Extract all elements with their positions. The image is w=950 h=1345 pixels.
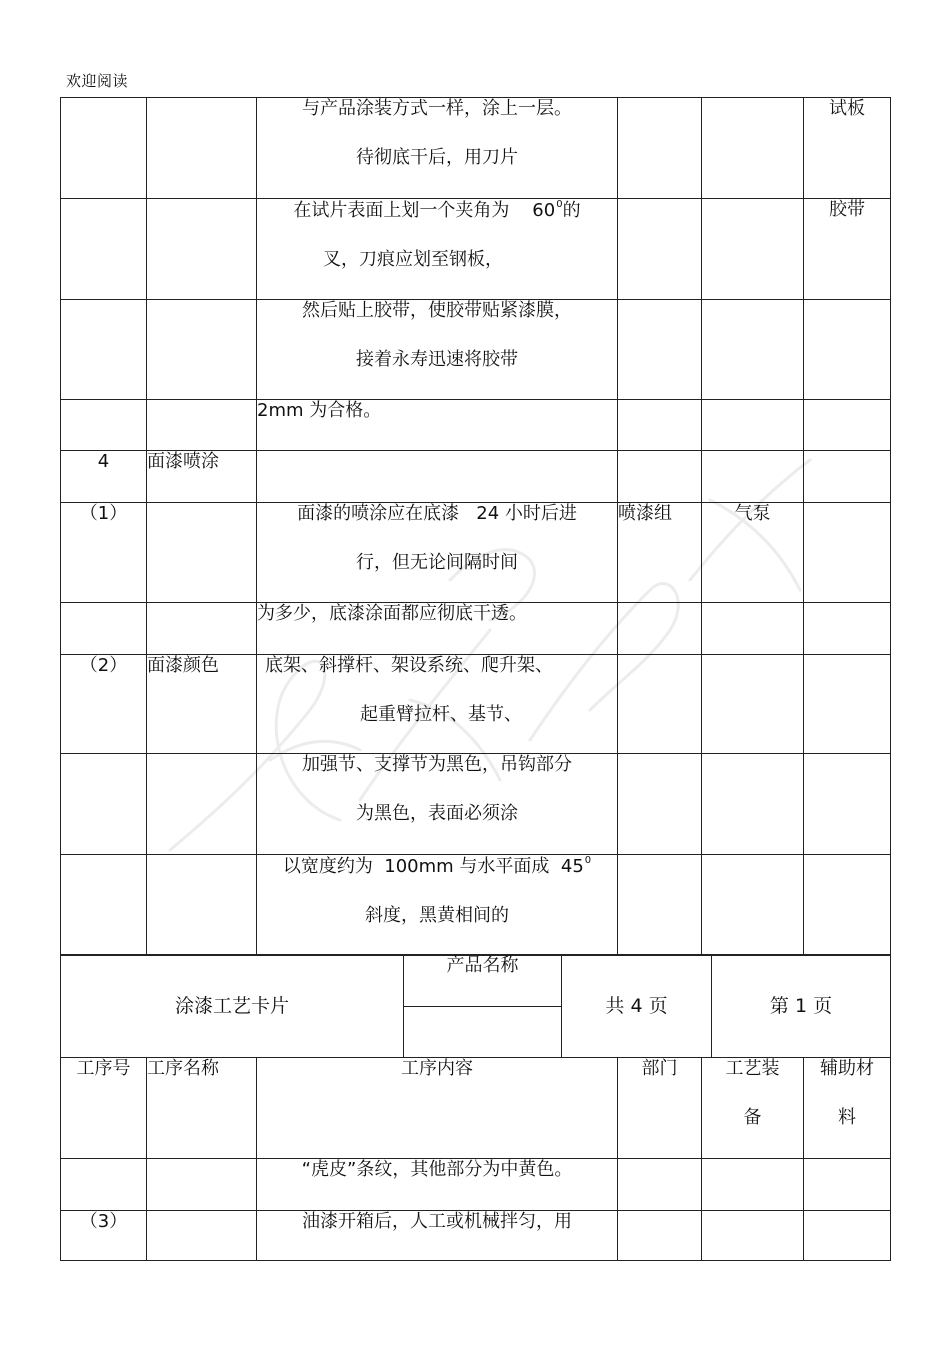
equipment-cell xyxy=(702,1159,804,1211)
table-row xyxy=(61,603,891,655)
equipment-cell xyxy=(702,603,804,655)
column-header-department: 部门 xyxy=(618,1058,702,1159)
process-card-header xyxy=(60,954,891,1058)
step-name-cell xyxy=(147,855,257,956)
table-row xyxy=(61,855,891,956)
equipment-cell xyxy=(702,98,804,199)
department-cell xyxy=(618,603,702,655)
product-name-label: 产品名称 xyxy=(404,955,562,1007)
department-cell xyxy=(618,199,702,300)
department-cell xyxy=(618,300,702,400)
step-number-cell xyxy=(61,754,147,855)
step-content-cell: 在试片表面上划一个夹角为 $60^0$的 叉，刀痕应划至钢板， xyxy=(257,199,618,300)
step-number-cell xyxy=(61,98,147,199)
department-cell xyxy=(618,655,702,754)
table-row xyxy=(61,451,891,503)
step-name-cell xyxy=(147,400,257,451)
step-number-cell xyxy=(61,855,147,956)
material-cell: 胶带 xyxy=(804,199,891,300)
step-content-cell: “虎皮”条纹，其他部分为中黄色。 xyxy=(257,1159,618,1211)
table-row xyxy=(61,754,891,855)
column-header-step-number: 工序号 xyxy=(61,1058,147,1159)
step-content-cell: 为多少，底漆涂面都应彻底干透。 xyxy=(257,603,618,655)
card-title: 涂漆工艺卡片 xyxy=(61,955,404,1058)
material-cell xyxy=(804,1159,891,1211)
total-pages: 共 4 页 xyxy=(562,955,712,1058)
step-content-cell: 油漆开箱后，人工或机械拌匀，用 xyxy=(257,1211,618,1261)
equipment-cell xyxy=(702,300,804,400)
step-content-cell: 以宽度约为 100mm 与水平面成 $45^0$ 斜度，黑黄相间的 xyxy=(257,855,618,956)
equipment-cell xyxy=(702,754,804,855)
table-row xyxy=(61,199,891,300)
department-cell xyxy=(618,754,702,855)
step-content-cell: 底架、斜撑杆、架设系统、爬升架、 起重臂拉杆、基节、 xyxy=(257,655,618,754)
step-number-cell: （2） xyxy=(61,655,147,754)
page-header: 欢迎阅读 xyxy=(66,72,129,90)
department-cell: 喷漆组 xyxy=(618,503,702,603)
step-name-cell xyxy=(147,199,257,300)
step-name-cell xyxy=(147,503,257,603)
step-number-cell xyxy=(61,603,147,655)
equipment-cell xyxy=(702,199,804,300)
material-cell xyxy=(804,655,891,754)
step-name-cell: 面漆喷涂 xyxy=(147,451,257,503)
table-row xyxy=(61,98,891,199)
step-content-cell: 2mm 为合格。 xyxy=(257,400,618,451)
table-row xyxy=(61,400,891,451)
equipment-cell xyxy=(702,855,804,956)
material-cell xyxy=(804,503,891,603)
step-number-cell xyxy=(61,400,147,451)
department-cell xyxy=(618,98,702,199)
material-cell xyxy=(804,754,891,855)
step-content-cell xyxy=(257,451,618,503)
table-header-row xyxy=(61,1058,891,1159)
step-number-cell: 4 xyxy=(61,451,147,503)
step-number-cell xyxy=(61,300,147,400)
step-number-cell xyxy=(61,1159,147,1211)
page-number: 第 1 页 xyxy=(712,955,891,1058)
equipment-cell: 气泵 xyxy=(702,503,804,603)
equipment-cell xyxy=(702,655,804,754)
department-cell xyxy=(618,855,702,956)
step-name-cell: 面漆颜色 xyxy=(147,655,257,754)
process-table-part2 xyxy=(60,1057,891,1261)
table-row xyxy=(61,300,891,400)
step-content-cell: 加强节、支撑节为黑色，吊钩部分 为黑色，表面必须涂 xyxy=(257,754,618,855)
material-cell xyxy=(804,603,891,655)
step-number-cell xyxy=(61,199,147,300)
step-name-cell xyxy=(147,1159,257,1211)
product-name-value xyxy=(404,1007,562,1058)
table-row xyxy=(61,1159,891,1211)
step-name-cell xyxy=(147,1211,257,1261)
step-name-cell xyxy=(147,98,257,199)
table-row xyxy=(61,1211,891,1261)
step-content-cell: 与产品涂装方式一样，涂上一层。 待彻底干后，用刀片 xyxy=(257,98,618,199)
equipment-cell xyxy=(702,451,804,503)
department-cell xyxy=(618,1159,702,1211)
material-cell xyxy=(804,300,891,400)
department-cell xyxy=(618,451,702,503)
equipment-cell xyxy=(702,1211,804,1261)
department-cell xyxy=(618,1211,702,1261)
column-header-step-name: 工序名称 xyxy=(147,1058,257,1159)
step-number-cell: （1） xyxy=(61,503,147,603)
step-name-cell xyxy=(147,603,257,655)
step-name-cell xyxy=(147,300,257,400)
material-cell xyxy=(804,400,891,451)
step-content-cell: 面漆的喷涂应在底漆 24 小时后进 行，但无论间隔时间 xyxy=(257,503,618,603)
table-row xyxy=(61,655,891,754)
material-cell xyxy=(804,1211,891,1261)
material-cell xyxy=(804,855,891,956)
column-header-equipment: 工艺装 备 xyxy=(702,1058,804,1159)
step-name-cell xyxy=(147,754,257,855)
column-header-content: 工序内容 xyxy=(257,1058,618,1159)
equipment-cell xyxy=(702,400,804,451)
column-header-material: 辅助材 料 xyxy=(804,1058,891,1159)
step-content-cell: 然后贴上胶带，使胶带贴紧漆膜， 接着永寿迅速将胶带 xyxy=(257,300,618,400)
table-row xyxy=(61,503,891,603)
process-table-part1 xyxy=(60,97,891,956)
material-cell: 试板 xyxy=(804,98,891,199)
material-cell xyxy=(804,451,891,503)
step-number-cell: （3） xyxy=(61,1211,147,1261)
department-cell xyxy=(618,400,702,451)
